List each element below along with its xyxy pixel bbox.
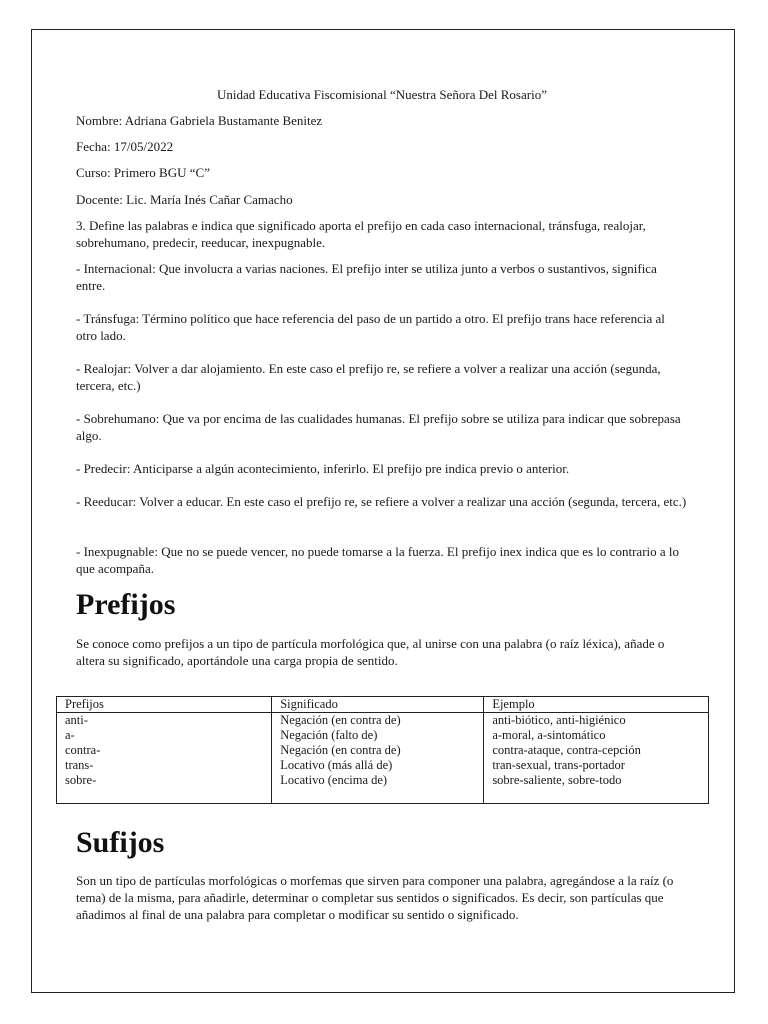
definition-item: - Predecir: Anticiparse a algún acontecimiento, inferirlo. El prefijo pre indica previo o anterior. bbox=[76, 461, 570, 476]
student-name: Nombre: Adriana Gabriela Bustamante Benitez bbox=[76, 113, 323, 128]
sufijos-paragraph: Son un tipo de partículas morfológicas o morfemas que sirven para componer una palabra, agregándose a la raíz (o tema) de la misma, para añadirle, determinar o completar sus sentidos o significados. Es decir, son partículas que añadimos al final de una palabra para completar o modificar su sentido o significado. bbox=[76, 873, 674, 922]
table-cell: tran-sexual, trans-portador bbox=[492, 758, 625, 772]
table-cell: trans- bbox=[65, 758, 94, 772]
prefijos-heading: Prefijos bbox=[76, 588, 176, 621]
course-line: Curso: Primero BGU “C” bbox=[76, 165, 210, 180]
prefijos-table bbox=[56, 696, 709, 804]
table-cell: anti- bbox=[65, 713, 88, 727]
question-text: 3. Define las palabras e indica que significado aporta el prefijo en cada caso internacional, tránsfuga, realojar, sobrehumano, predecir, reeducar, inexpugnable. bbox=[76, 218, 646, 250]
table-header-significado: Significado bbox=[272, 697, 484, 713]
table-cell: Negación (en contra de) bbox=[280, 713, 401, 727]
table-cell: contra-ataque, contra-cepción bbox=[492, 743, 641, 757]
table-cell-ejemplo bbox=[484, 713, 709, 804]
definition-item: - Realojar: Volver a dar alojamiento. En este caso el prefijo re, se refiere a volver a realizar una acción (segunda, tercera, etc.) bbox=[76, 361, 661, 393]
definition-item: - Reeducar: Volver a educar. En este caso el prefijo re, se refiere a volver a realizar una acción (segunda, tercera, etc.) bbox=[76, 494, 687, 509]
sufijos-heading: Sufijos bbox=[76, 826, 165, 859]
table-cell: sobre-saliente, sobre-todo bbox=[492, 773, 622, 787]
definition-item: - Internacional: Que involucra a varias naciones. El prefijo inter se utiliza junto a verbos o sustantivos, significa entre. bbox=[76, 261, 657, 293]
table-header-prefijos: Prefijos bbox=[57, 697, 272, 713]
table-cell-significado bbox=[272, 713, 484, 804]
table-header-ejemplo: Ejemplo bbox=[484, 697, 709, 713]
definition-item: - Sobrehumano: Que va por encima de las cualidades humanas. El prefijo sobre se utiliza para indicar que sobrepasa algo. bbox=[76, 411, 681, 443]
school-title: Unidad Educativa Fiscomisional “Nuestra Señora Del Rosario” bbox=[217, 87, 547, 102]
table-cell: anti-biótico, anti-higiénico bbox=[492, 713, 626, 727]
table-cell: Negación (en contra de) bbox=[280, 743, 401, 757]
teacher-line: Docente: Lic. María Inés Cañar Camacho bbox=[76, 192, 293, 207]
table-header-row bbox=[57, 697, 709, 713]
prefijos-paragraph: Se conoce como prefijos a un tipo de partícula morfológica que, al unirse con una palabra (o raíz léxica), añade o altera su significado, aportándole una carga propia de sentido. bbox=[76, 636, 665, 668]
table-cell: Negación (falto de) bbox=[280, 728, 378, 742]
table-cell: Locativo (más allá de) bbox=[280, 758, 393, 772]
definition-item: - Tránsfuga: Término político que hace referencia del paso de un partido a otro. El prefijo trans hace referencia al otro lado. bbox=[76, 311, 665, 343]
table-body-row bbox=[57, 713, 709, 804]
definition-item: - Inexpugnable: Que no se puede vencer, no puede tomarse a la fuerza. El prefijo inex indica que es lo contrario a lo que acompaña. bbox=[76, 544, 680, 576]
table-cell: Locativo (encima de) bbox=[280, 773, 388, 787]
table-cell: sobre- bbox=[65, 773, 97, 787]
table-cell-prefijos bbox=[57, 713, 272, 804]
table-cell: contra- bbox=[65, 743, 101, 757]
table-cell: a- bbox=[65, 728, 75, 742]
date-line: Fecha: 17/05/2022 bbox=[76, 139, 174, 154]
table-cell: a-moral, a-sintomático bbox=[492, 728, 606, 742]
